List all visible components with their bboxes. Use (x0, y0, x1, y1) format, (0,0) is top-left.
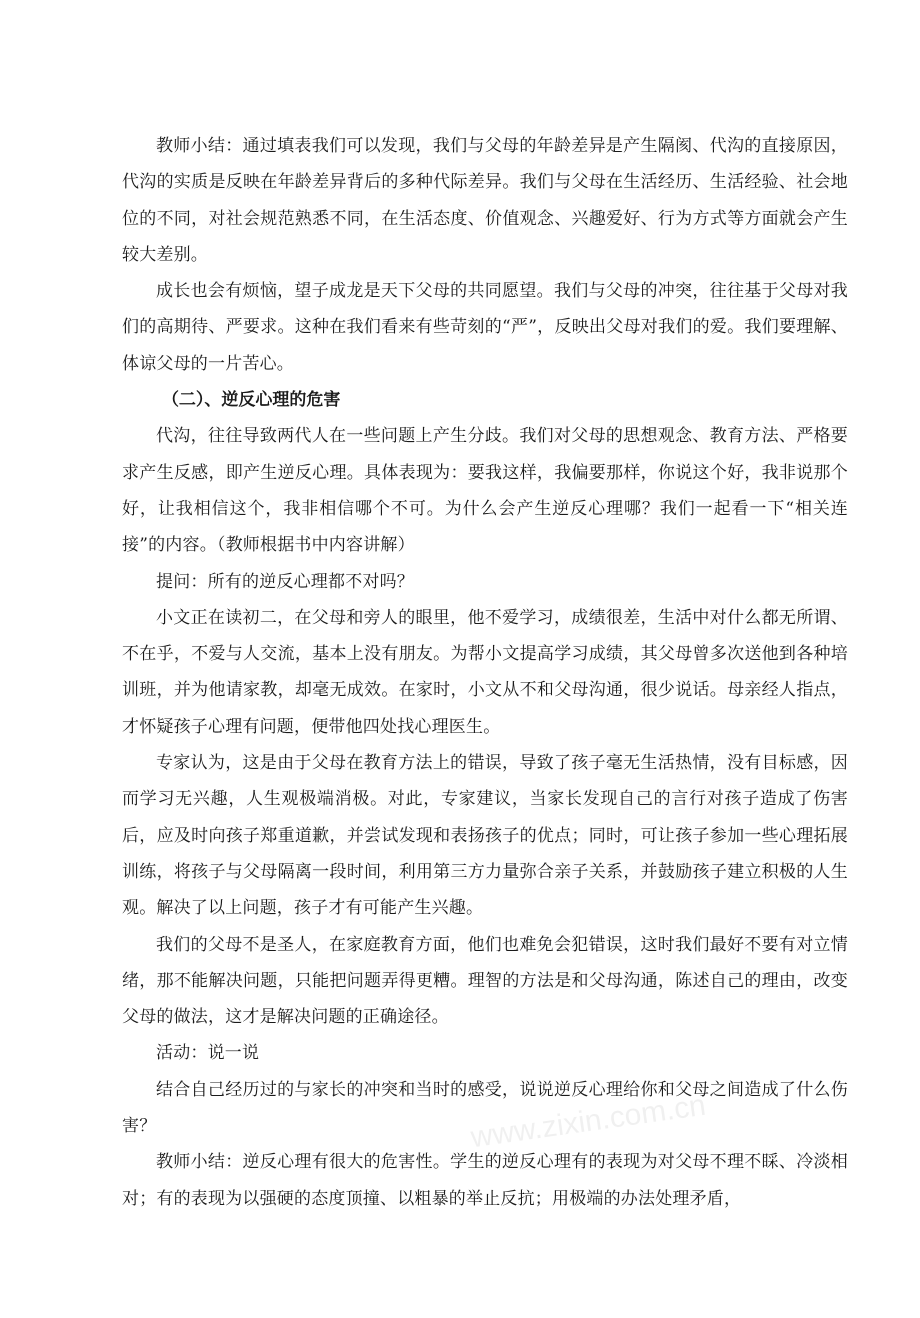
paragraph-teacher-summary-1: 教师小结：通过填表我们可以发现，我们与父母的年龄差异是产生隔阂、代沟的直接原因，代沟的实质是反映在年龄差异背后的多种代际差异。我们与父母在生活经历、生活经验、社会地位的不同，对社会规范熟悉不同，在生活态度、价值观念、兴趣爱好、行为方式等方面就会产生较大差别。 (122, 136, 848, 265)
paragraph-activity-label: 活动：说一说 (156, 1043, 260, 1064)
paragraph-activity-prompt: 结合自己经历过的与家长的冲突和当时的感受，说说逆反心理给你和父母之间造成了什么伤害？ (122, 1079, 848, 1137)
paragraph-parents-not-saints: 我们的父母不是圣人，在家庭教育方面，他们也难免会犯错误，这时我们最好不要有对立情绪，那不能解决问题，只能把问题弄得更糟。理智的方法是和父母沟通，陈述自己的理由，改变父母的做法，这才是解决问题的正确途径。 (122, 934, 848, 1028)
watermark: www.zixin.com.cn (468, 1088, 708, 1155)
document-body (122, 128, 848, 1217)
paragraph-question: 提问：所有的逆反心理都不对吗？ (156, 571, 414, 592)
paragraph-generation-gap: 代沟，往往导致两代人在一些问题上产生分歧。我们对父母的思想观念、教育方法、严格要求产生反感，即产生逆反心理。具体表现为：要我这样，我偏要那样，你说这个好，我非说那个好，让我相信这个，我非相信哪个不可。为什么会产生逆反心理哪？我们一起看一下“相关连接”的内容。（教师根据书中内容讲解） (122, 426, 848, 556)
paragraph-growth-worries: 成长也会有烦恼，望子成龙是天下父母的共同愿望。我们与父母的冲突，往往基于父母对我们的高期待、严要求。这种在我们看来有些苛刻的“严”，反映出父母对我们的爱。我们要理解、体谅父母的一片苦心。 (122, 281, 848, 374)
section-heading: （二）、逆反心理的危害 (161, 390, 341, 411)
paragraph-teacher-summary-2: 教师小结：逆反心理有很大的危害性。学生的逆反心理有的表现为对父母不理不睬、冷淡相对；有的表现为以强硬的态度顶撞、以粗暴的举止反抗；用极端的办法处理矛盾， (122, 1152, 848, 1209)
paragraph-expert-opinion: 专家认为，这是由于父母在教育方法上的错误，导致了孩子毫无生活热情，没有目标感，因而学习无兴趣，人生观极端消极。对此，专家建议，当家长发现自己的言行对孩子造成了伤害后，应及时向孩子郑重道歉，并尝试发现和表扬孩子的优点；同时，可让孩子参加一些心理拓展训练，将孩子与父母隔离一段时间，利用第三方力量弥合亲子关系，并鼓励孩子建立积极的人生观。解决了以上问题，孩子才有可能产生兴趣。 (122, 753, 848, 919)
paragraph-case-xiaowen: 小文正在读初二，在父母和旁人的眼里，他不爱学习，成绩很差，生活中对什么都无所谓、不在乎，不爱与人交流，基本上没有朋友。为帮小文提高学习成绩，其父母曾多次送他到各种培训班，并为他请家教，却毫无成效。在家时，小文从不和父母沟通，很少说话。母亲经人指点，才怀疑孩子心理有问题，便带他四处找心理医生。 (122, 607, 848, 737)
